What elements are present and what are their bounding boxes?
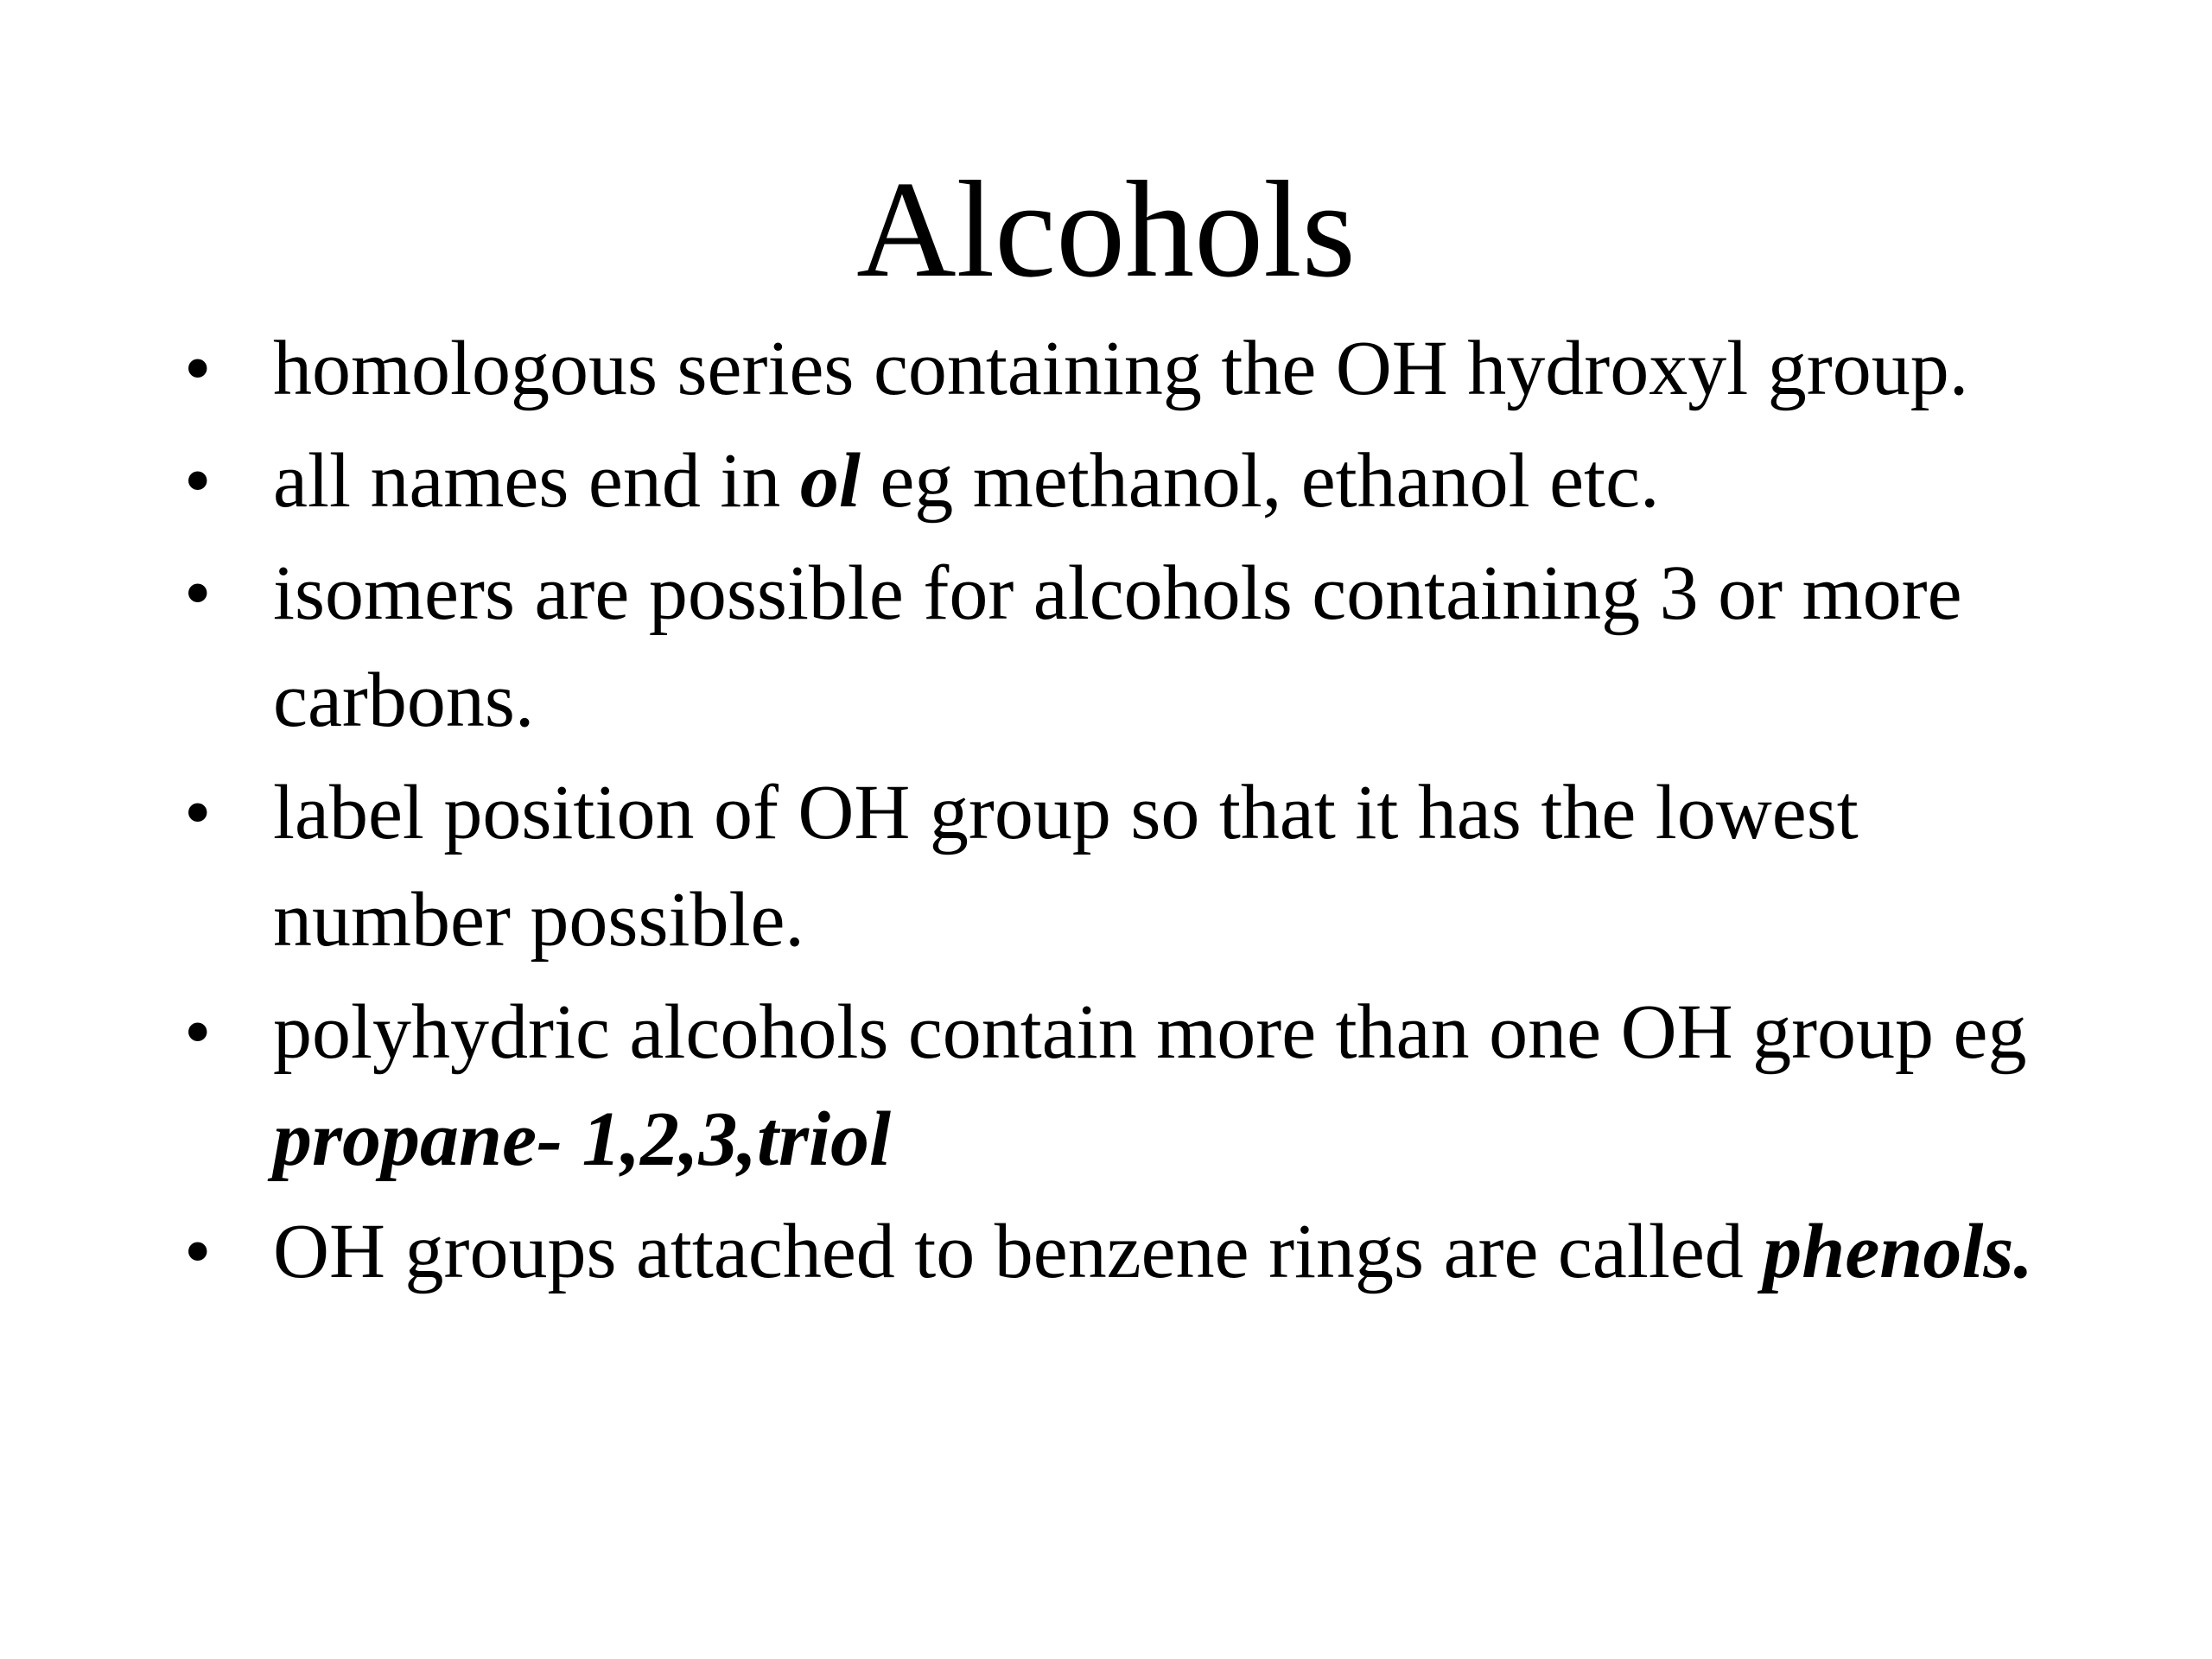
bullet-text: all names end in [273,438,800,524]
bullet-text: homologous series containing the OH hydroxyl group. [273,326,1969,411]
bullet-emphasis: propane- 1,2,3,triol [273,1096,892,1182]
bullet-dot-icon: • [184,1209,212,1294]
bullet-item-names-end-in-ol [184,428,2085,535]
slide-title: Alcohols [856,152,1356,306]
bullet-dot-icon: • [184,989,212,1075]
bullet-dot-icon: • [184,326,212,411]
bullet-dot-icon: • [184,550,212,636]
bullet-item-phenols [184,1198,2085,1306]
bullet-text: isomers are possible for alcohols containing 3 or more carbons. [273,550,1962,743]
bullet-text: label position of OH group so that it has the lowest number possible. [273,770,1859,963]
bullet-item-polyhydric [184,979,2085,1193]
bullet-text: polyhydric alcohols contain more than one OH group eg [273,989,2027,1075]
bullet-item-label-position [184,760,2085,974]
bullet-emphasis: ol [799,438,861,524]
bullet-dot-icon: • [184,438,212,524]
bullet-list [184,315,2085,1311]
bullet-emphasis: phenols. [1763,1209,2033,1294]
bullet-text: OH groups attached to benzene rings are called [273,1209,1764,1294]
bullet-text-after: eg methanol, ethanol etc. [860,438,1660,524]
bullet-dot-icon: • [184,770,212,855]
bullet-item-isomers [184,540,2085,754]
bullet-item-homologous-series [184,315,2085,423]
